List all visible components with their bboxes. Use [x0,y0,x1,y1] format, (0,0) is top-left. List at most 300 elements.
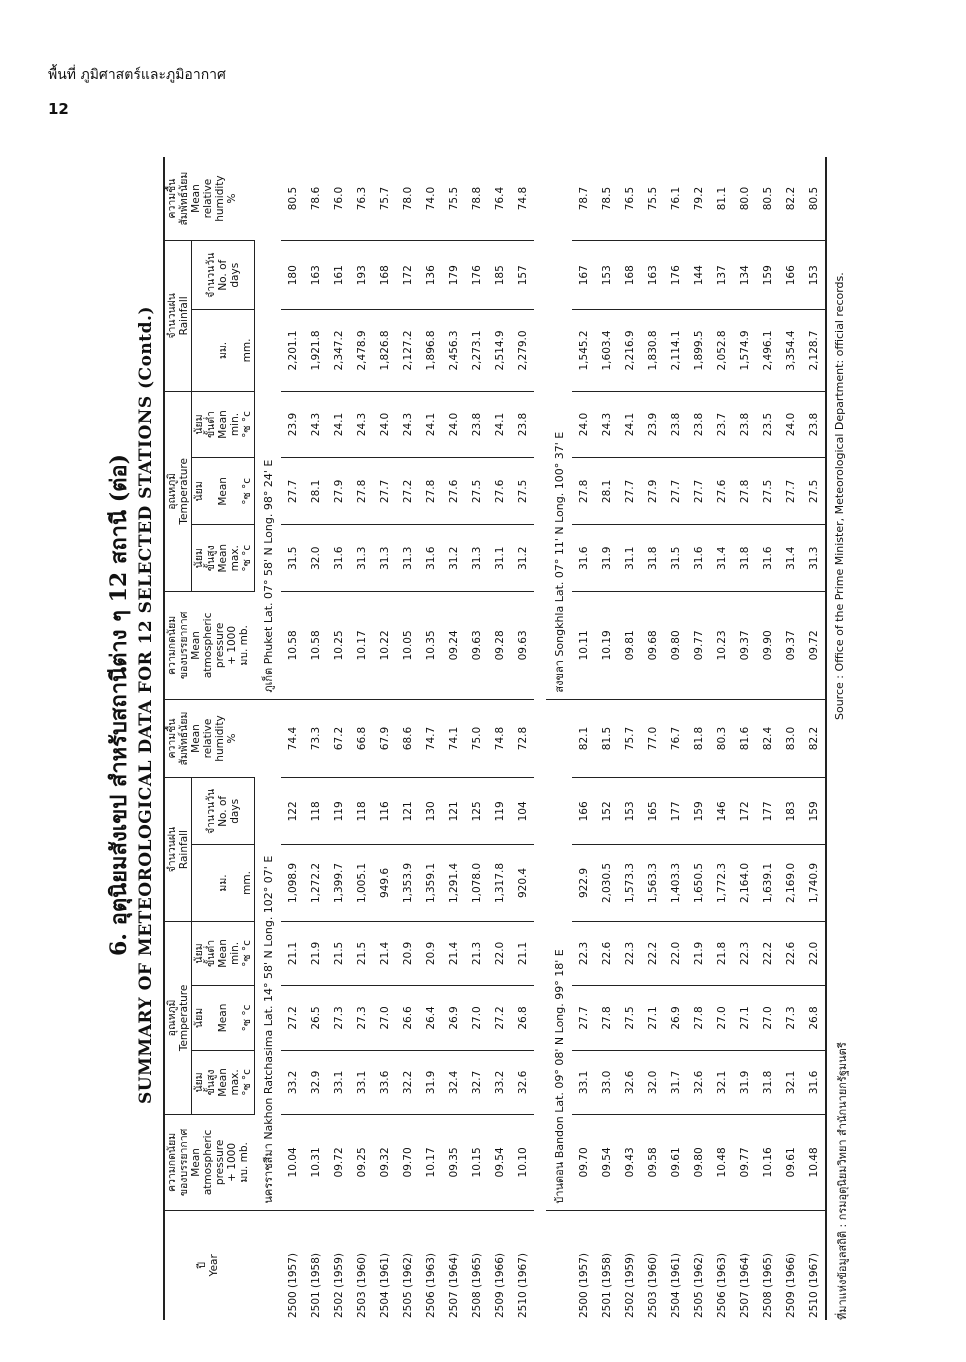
table-row [664,90,687,1320]
humidity-header [164,699,255,778]
data-cell: 32.4 [442,1050,465,1114]
rain-days-header-line: จำนวนวัน [205,252,217,298]
data-cell: 76.4 [488,157,511,241]
data-cell: 10.10 [511,1115,534,1211]
data-cell: 09.61 [779,1115,802,1211]
tmax-header-line: max. [229,1069,241,1096]
data-cell: 32.1 [710,1050,733,1114]
data-cell: 24.0 [442,391,465,458]
tmax-header-line: max. [229,545,241,572]
data-cell: 24.0 [373,391,396,458]
data-cell: 1,359.1 [419,845,442,921]
table-row [802,90,826,1320]
data-cell: 23.8 [687,391,710,458]
data-cell: 165 [641,778,664,845]
data-cell: 77.0 [641,699,664,778]
year-cell: 2501 (1958) [600,1253,613,1318]
data-cell: 1,639.1 [756,845,779,921]
data-cell: 27.3 [327,986,350,1050]
data-cell: 21.5 [350,921,373,986]
data-cell: 32.9 [304,1050,327,1114]
data-cell: 23.8 [465,391,488,458]
data-cell: 125 [465,778,488,845]
data-cell: 27.5 [756,458,779,525]
data-cell: 09.35 [442,1115,465,1211]
source-english: Source : Office of the Prime Minister, Meteorological Department: official records. [833,272,846,720]
data-cell: 168 [373,241,396,310]
rainfall-header-thai: จำนวนฝน [166,293,178,339]
data-cell: 27.5 [802,458,826,525]
data-cell: 09.37 [779,592,802,699]
data-cell: 130 [419,778,442,845]
data-cell: 183 [779,778,802,845]
data-cell: 152 [595,778,618,845]
data-cell: 31.8 [756,1050,779,1114]
data-cell: 31.4 [710,525,733,592]
rain-days-header-line: days [229,262,241,288]
data-cell: 09.80 [687,1115,710,1211]
station-label: นครราชสีมา Nakhon Ratchasima Lat. 14° 58' N Long. 102° 07' E [255,699,282,1210]
data-cell: 31.6 [756,525,779,592]
data-cell: 22.3 [572,921,595,986]
table-row [281,90,304,1320]
data-cell: 920.4 [511,845,534,921]
table-row [756,90,779,1320]
data-cell: 24.0 [779,391,802,458]
table-row [572,90,595,1320]
data-cell: 27.8 [595,986,618,1050]
table-row [442,90,465,1320]
data-cell: 21.1 [281,921,304,986]
data-cell: 26.9 [664,986,687,1050]
data-cell: 26.9 [442,986,465,1050]
tmin-header [192,921,255,986]
data-cell: 31.6 [687,525,710,592]
rain-mm-header [192,310,255,391]
data-cell: 24.3 [350,391,373,458]
data-cell: 27.7 [664,458,687,525]
data-cell: 1,899.5 [687,310,710,391]
data-cell: 159 [802,778,826,845]
data-cell: 1,772.3 [710,845,733,921]
data-cell: 2,279.0 [511,310,534,391]
tmax-header [192,525,255,592]
data-cell: 78.6 [304,157,327,241]
data-cell: 1,740.9 [802,845,826,921]
data-cell: 27.7 [373,458,396,525]
data-cell: 10.17 [419,1115,442,1211]
data-cell: 31.9 [733,1050,756,1114]
data-cell: 10.35 [419,592,442,699]
year-cell: 2502 (1959) [332,1253,345,1318]
data-cell: 27.7 [618,458,641,525]
data-cell: 09.63 [511,592,534,699]
data-cell: 31.5 [281,525,304,592]
data-cell: 26.4 [419,986,442,1050]
data-cell: 74.4 [281,699,304,778]
data-cell: 134 [733,241,756,310]
data-cell: 09.90 [756,592,779,699]
year-cell: 2507 (1964) [447,1253,460,1318]
year-header-thai: ปี [196,1262,208,1269]
data-cell: 161 [327,241,350,310]
data-cell: 177 [664,778,687,845]
data-cell: 10.05 [396,592,419,699]
data-cell: 2,201.1 [281,310,304,391]
data-cell: 10.48 [802,1115,826,1211]
data-cell: 1,896.8 [419,310,442,391]
data-cell: 1,005.1 [350,845,373,921]
data-cell: 22.6 [779,921,802,986]
data-cell: 27.8 [350,458,373,525]
data-cell: 163 [304,241,327,310]
data-cell: 09.25 [350,1115,373,1211]
data-cell: 23.8 [511,391,534,458]
data-cell: 172 [733,778,756,845]
year-cell: 2509 (1966) [784,1253,797,1318]
data-cell: 27.2 [396,458,419,525]
tmax-header-line: ขั้นสูง [205,1069,217,1096]
data-cell: 2,114.1 [664,310,687,391]
data-cell: 81.8 [687,699,710,778]
data-cell: 33.0 [595,1050,618,1114]
rainfall-header [164,778,192,921]
data-cell: 27.1 [733,986,756,1050]
data-cell: 146 [710,778,733,845]
data-cell: 09.24 [442,592,465,699]
data-cell: 10.19 [595,592,618,699]
data-cell: 121 [442,778,465,845]
year-header [164,1210,255,1320]
data-cell: 27.2 [488,986,511,1050]
data-cell: 1,574.9 [733,310,756,391]
data-cell: 31.1 [488,525,511,592]
data-cell: 22.6 [595,921,618,986]
data-cell: 27.5 [511,458,534,525]
year-cell: 2502 (1959) [623,1253,636,1318]
data-cell: 27.1 [641,986,664,1050]
data-cell: 31.2 [442,525,465,592]
data-cell: 10.58 [304,592,327,699]
tmin-header-line: ขั้นต่ำ [205,410,217,439]
data-cell: 22.0 [664,921,687,986]
table-row [511,90,534,1320]
data-cell: 74.1 [442,699,465,778]
meteorological-table [163,90,827,1320]
data-cell: 168 [618,241,641,310]
year-cell: 2509 (1966) [493,1253,506,1318]
temperature-header-thai: อุณหภูมิ [166,999,178,1037]
humidity-header [164,157,255,241]
pressure-header-line: มบ. mb. [238,1142,250,1183]
rain-mm-header-line: มม. [217,874,229,892]
tmean-header-line: Mean [217,477,229,506]
data-cell: 74.0 [419,157,442,241]
data-cell: 2,127.2 [396,310,419,391]
data-cell: 1,563.3 [641,845,664,921]
data-cell: 82.1 [572,699,595,778]
table-title-english: SUMMARY OF METEOROLOGICAL DATA FOR 12 SELECTED STATIONS (Contd.) [136,306,156,1104]
data-cell: 80.0 [733,157,756,241]
data-cell: 26.6 [396,986,419,1050]
data-cell: 176 [465,241,488,310]
data-cell: 2,496.1 [756,310,779,391]
data-cell: 80.3 [710,699,733,778]
data-cell: 75.5 [442,157,465,241]
pressure-header [164,592,255,699]
rainfall-header [164,241,192,391]
rain-days-header-line: จำนวนวัน [205,788,217,835]
data-cell: 27.6 [488,458,511,525]
data-cell: 83.0 [779,699,802,778]
rain-days-header-line: No. of [217,259,229,291]
data-cell: 22.3 [733,921,756,986]
table-row [595,90,618,1320]
data-cell: 172 [396,241,419,310]
tmin-header-line: Mean [217,410,229,439]
table-footer [831,90,857,1320]
data-cell: 74.8 [488,699,511,778]
data-cell: 179 [442,241,465,310]
table-title-thai: 6. อุตุนิยมสังเขป สำหรับสถานีต่าง ๆ 12 สถานี (ต่อ) [106,453,132,957]
data-cell: 1,399.7 [327,845,350,921]
data-cell: 22.3 [618,921,641,986]
data-cell: 1,826.8 [373,310,396,391]
data-cell: 31.7 [664,1050,687,1114]
year-cell: 2500 (1957) [577,1253,590,1318]
data-cell: 31.8 [733,525,756,592]
humidity-header-line: Mean [190,184,202,213]
data-cell: 82.2 [779,157,802,241]
data-cell: 31.2 [511,525,534,592]
table-row [419,90,442,1320]
data-cell: 26.5 [304,986,327,1050]
rain-mm-header [192,845,255,921]
data-cell: 26.8 [511,986,534,1050]
tmean-header-line: Mean [217,1003,229,1033]
data-cell: 33.1 [572,1050,595,1114]
data-cell: 31.6 [802,1050,826,1114]
tmean-header [192,986,255,1050]
data-cell: 33.6 [373,1050,396,1114]
station-blank-cell [255,1210,282,1320]
data-cell: 31.4 [779,525,802,592]
year-cell: 2500 (1957) [286,1253,299,1318]
data-cell: 2,456.3 [442,310,465,391]
data-cell: 31.3 [465,525,488,592]
data-cell: 2,478.9 [350,310,373,391]
gap-cell [534,90,546,1320]
data-cell: 1,403.3 [664,845,687,921]
year-cell: 2507 (1964) [738,1253,751,1318]
data-cell: 1,650.5 [687,845,710,921]
temperature-header-thai: อุณหภูมิ [166,472,178,510]
pressure-header-line: + 1000 [226,625,238,665]
station-blank-cell [546,1210,572,1320]
tmin-header-line: Mean [217,939,229,968]
humidity-header-line: humidity [214,175,226,222]
year-cell: 2505 (1962) [692,1253,705,1318]
data-cell: 73.3 [304,699,327,778]
tmin-header-line: ขั้นต่ำ [205,939,217,967]
rain-mm-header-line: มม. [217,341,229,360]
data-cell: 1,078.0 [465,845,488,921]
data-cell: 27.2 [281,986,304,1050]
source-thai: ที่มาแห่งข้อมูลสถิติ : กรมอุตุนิยมวิทยา สำนักนายกรัฐมนตรี [836,1042,849,1320]
table-row [733,90,756,1320]
data-cell: 20.9 [419,921,442,986]
data-cell: 21.8 [710,921,733,986]
year-cell: 2504 (1961) [669,1253,682,1318]
data-cell: 32.6 [687,1050,710,1114]
data-cell: 28.1 [595,458,618,525]
tmin-header-line: นัยม [193,414,205,435]
data-cell: 80.5 [756,157,779,241]
year-cell: 2506 (1963) [424,1253,437,1318]
tmin-header-line: °ซ °c [241,411,253,438]
data-cell: 118 [350,778,373,845]
table-row [304,90,327,1320]
data-cell: 31.6 [419,525,442,592]
data-cell: 10.31 [304,1115,327,1211]
data-cell: 66.8 [350,699,373,778]
data-cell: 76.7 [664,699,687,778]
data-cell: 21.1 [511,921,534,986]
data-cell: 1,098.9 [281,845,304,921]
pressure-header-line: มบ. mb. [238,625,250,666]
data-cell: 2,216.9 [618,310,641,391]
station-label: ภูเก็ต Phuket Lat. 07° 58' N Long. 98° 24' E [255,90,282,699]
data-cell: 157 [511,241,534,310]
section-gap [534,90,546,1320]
data-cell: 27.5 [618,986,641,1050]
tmax-header-line: นัยม [193,1072,205,1093]
data-cell: 10.25 [327,592,350,699]
data-cell: 2,052.8 [710,310,733,391]
data-cell: 23.7 [710,391,733,458]
data-cell: 10.16 [756,1115,779,1211]
table-body [255,90,827,1320]
data-cell: 31.3 [802,525,826,592]
data-cell: 82.2 [802,699,826,778]
data-cell: 163 [641,241,664,310]
year-cell: 2505 (1962) [401,1253,414,1318]
data-cell: 2,169.0 [779,845,802,921]
humidity-header-line: ความชื้น [166,718,178,759]
data-cell: 76.0 [327,157,350,241]
data-cell: 118 [304,778,327,845]
data-cell: 09.70 [396,1115,419,1211]
data-cell: 80.5 [281,157,304,241]
table-row [396,90,419,1320]
data-cell: 10.23 [710,592,733,699]
rainfall-header-thai: จำนวนฝน [166,826,178,873]
data-cell: 09.63 [465,592,488,699]
data-cell: 27.9 [641,458,664,525]
rainfall-header-english: Rainfall [178,830,190,870]
data-cell: 09.61 [664,1115,687,1211]
data-cell: 10.15 [465,1115,488,1211]
tmax-header-line: °ซ °c [241,544,253,572]
data-cell: 33.2 [488,1050,511,1114]
tmax-header-line: Mean [217,543,229,573]
data-cell: 80.5 [802,157,826,241]
data-cell: 22.2 [756,921,779,986]
data-cell: 1,603.4 [595,310,618,391]
temperature-header-english: Temperature [178,984,190,1052]
pressure-header-line: ความกดนัยม [166,1132,178,1192]
data-cell: 23.8 [802,391,826,458]
year-cell: 2510 (1967) [802,1210,826,1320]
rain-days-header-line: No. of [217,795,229,827]
data-cell: 27.8 [687,986,710,1050]
data-cell: 24.1 [618,391,641,458]
station-label: บ้านดอน Bandon Lat. 09° 08' N Long. 99° 18' E [546,699,572,1210]
data-cell: 28.1 [304,458,327,525]
humidity-header-line: % [226,733,238,744]
humidity-header-line: ความชื้น [166,178,178,219]
data-cell: 27.6 [710,458,733,525]
data-cell: 27.7 [779,458,802,525]
data-cell: 82.4 [756,699,779,778]
data-cell: 81.5 [595,699,618,778]
rain-days-header-line: days [229,798,241,824]
data-cell: 27.7 [572,986,595,1050]
year-cell: 2510 (1967) [516,1253,529,1318]
tmean-header-line: °ซ °c [241,478,253,505]
year-cell: 2503 (1960) [646,1253,659,1318]
data-cell: 1,317.8 [488,845,511,921]
data-cell: 81.6 [733,699,756,778]
table-row [327,90,350,1320]
table-row [687,90,710,1320]
data-cell: 78.5 [595,157,618,241]
data-cell: 119 [327,778,350,845]
data-cell: 1,921.8 [304,310,327,391]
table-row [779,90,802,1320]
table-row [350,90,373,1320]
data-cell: 78.8 [465,157,488,241]
year-header-english: Year [208,1254,220,1277]
data-cell: 31.6 [327,525,350,592]
data-cell: 78.0 [396,157,419,241]
data-cell: 166 [779,241,802,310]
data-cell: 27.8 [419,458,442,525]
data-cell: 09.54 [595,1115,618,1211]
data-cell: 24.1 [419,391,442,458]
humidity-header-line: % [226,193,238,204]
station-row [546,90,572,1320]
data-cell: 153 [595,241,618,310]
data-cell: 21.4 [373,921,396,986]
data-cell: 24.3 [396,391,419,458]
tmean-header-line: นัยม [193,1007,205,1029]
table-titles [95,90,163,1320]
data-cell: 2,128.7 [802,310,826,391]
data-cell: 24.0 [572,391,595,458]
data-cell: 09.43 [618,1115,641,1211]
year-cell: 2508 (1965) [470,1253,483,1318]
data-cell: 09.70 [572,1115,595,1211]
data-cell: 33.2 [281,1050,304,1114]
data-cell: 67.2 [327,699,350,778]
data-cell: 33.1 [327,1050,350,1114]
data-cell: 27.8 [733,458,756,525]
data-cell: 09.72 [327,1115,350,1211]
temperature-header [164,921,192,1114]
data-cell: 136 [419,241,442,310]
data-cell: 24.3 [595,391,618,458]
